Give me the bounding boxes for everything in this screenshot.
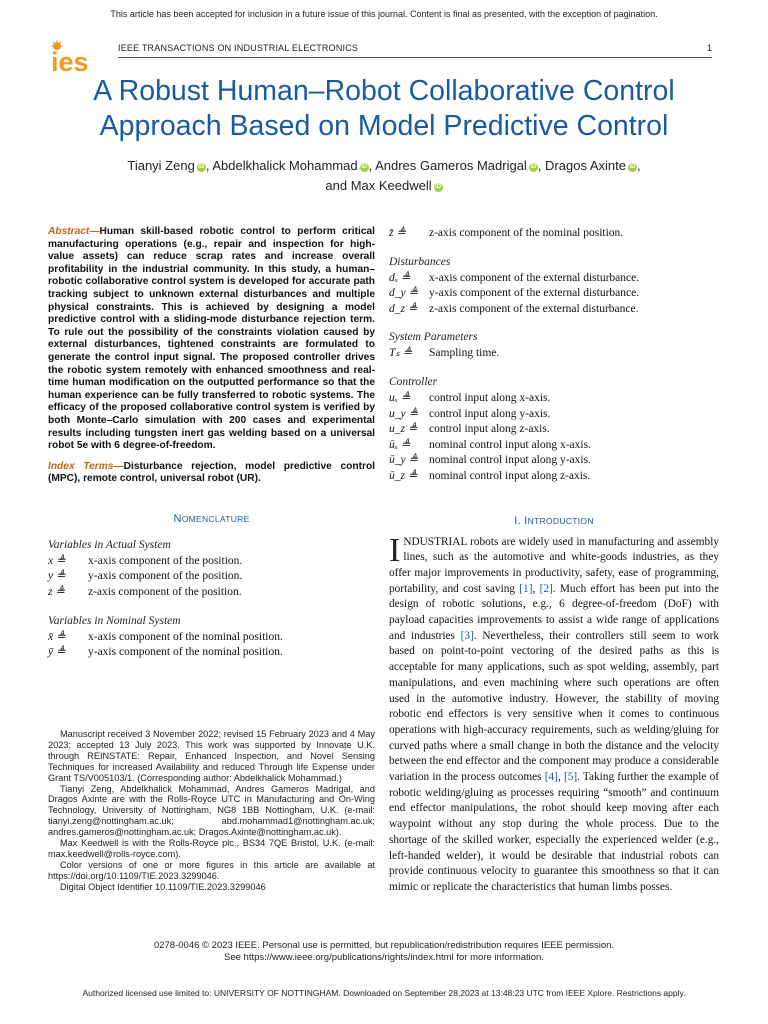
page-number: 1 (706, 43, 712, 53)
nomenclature-symbol: d_z ≜ (389, 302, 418, 315)
rights-line[interactable]: See https://www.ieee.org/publications/rights/index.html for more information. (224, 952, 544, 963)
copyright-footer (0, 940, 768, 964)
nomenclature-heading: NOMENCLATURE (173, 512, 250, 525)
nomenclature-entry (389, 469, 719, 485)
author-name[interactable]: Abdelkhalick Mohammad (212, 158, 358, 173)
nomenclature-entry (389, 346, 719, 362)
author-name[interactable]: Max Keedwell (350, 178, 432, 193)
nomenclature-entry (389, 271, 719, 287)
index-terms-label: Index Terms— (48, 460, 124, 472)
nomenclature-symbol: dₓ ≜ (389, 271, 411, 284)
nomenclature-definition: x-axis component of the external disturbance. (429, 271, 640, 284)
nomenclature-symbol: u_z ≜ (389, 423, 418, 436)
nomenclature-definition: control input along z-axis. (429, 423, 550, 436)
nomenclature-entry (48, 569, 375, 585)
nomenclature-definition: y-axis component of the nominal position. (88, 646, 283, 659)
nomenclature-definition: z-axis component of the external disturbance. (429, 302, 639, 315)
nomenclature-entry (48, 645, 375, 661)
introduction-text: INDUSTRIAL robots are widely used in manufacturing and assembly lines, such as the automotive and white-goods industries, as they offer major improvements in productivity, safety, ease of programming, portability, and cost saving [1], [2]. Much effort has been put into the design of robotic solutions, e.g., 6 degree-of-freedom (DoF) with payload capacities improvements to assist a wide range of applications and industries [3]. Nevertheless, their controllers still seem to work based on point-to-point vectoring of the desired paths as this is acceptable for many applications, such as spot welding, assembly, part manipulations, and even machining where such operations are often used in the automotive industry. However, the stability of moving robotic end effectors is very sensitive when it comes to continuous operations with high-accuracy requirements, such as welding/gluing for curved paths where a small change in both the distance and the velocity between the end effector and the component may produce a considerable variation in the process outcomes [4], [5]. Taking further the example of robotic welding/gluing as processes requiring “smooth” and continuum end effector manipulations, the robot should keep moving after each waypoint without any stop during the whole process. Due to the shortage of the skilled worker, especially the experienced welder (e.g., left-handed welder), it would be desirable that industrial robots can provide continuous velocity to guarantee this smoothness so that it can mimic or replicate the characteristics that human limbs posses. (389, 531, 719, 893)
manuscript-paragraph: Color versions of one or more figures in this article are available at https://doi.org/10.1109/TIE.2023.3299046. (48, 859, 375, 881)
manuscript-paragraph: Manuscript received 3 November 2022; revised 15 February 2023 and 4 May 2023; accepted 13 July 2023. This work was supported by Innovate U.K. through REINSTATE: Repair, Enhanced Inspection, and Novel Sensing Techniques for increased Availability and reduced Through life Expense under Grant TS/V005103/1. (Corresponding author: Abdelkhalick Mohammad.) (48, 729, 375, 783)
orcid-icon[interactable]: iD (361, 164, 368, 170)
nomenclature-symbol: ūₓ ≜ (389, 438, 411, 451)
author-list: Tianyi Zeng iD , Abdelkhalick Mohammad iD , Andres Gameros Madrigal iD , Dragos Axinte iD , and Max Keedwell iD (127, 158, 641, 193)
header-rule (118, 57, 712, 58)
manuscript-paragraph: Tianyi Zeng, Abdelkhalick Mohammad, Andres Gameros Madrigal, and Dragos Axinte are with the Rolls-Royce UTC in Manufacturing and On-Wing Technology, University of Nottingham, NG8 1BB Nottingham, U.K. (e-mail: tianyi.zeng@nottingham.ac.uk; abd.mohammad1@nottingham.ac.uk; andres.gameros@nottingham.ac.uk; Dragos.Axinte@nottingham.ac.uk). (48, 783, 375, 838)
nomenclature-symbol: uₓ ≜ (389, 391, 411, 404)
nomenclature-entry (389, 453, 719, 469)
citation-link[interactable]: [1] (519, 582, 533, 595)
authors-and: and (325, 178, 348, 193)
nomenclature-symbol: y ≜ (48, 570, 66, 583)
author-name[interactable]: Dragos Axinte (545, 158, 626, 173)
nomenclature-definition: x-axis component of the nominal position. (88, 630, 283, 643)
nomenclature-entry (389, 286, 719, 302)
nomenclature-definition: nominal control input along z-axis. (429, 469, 591, 482)
left-column (48, 226, 375, 661)
index-terms-text: Disturbance rejection, model predictive control (MPC), remote control, universal robot (UR). (48, 460, 376, 485)
nomenclature-entry (48, 585, 375, 601)
citation-link[interactable]: [5] (563, 771, 578, 784)
nomenclature-definition: nominal control input along x-axis. (429, 438, 591, 451)
nomenclature-definition: nominal control input along y-axis. (429, 454, 591, 467)
nomenclature-subheading: Variables in Nominal System (48, 614, 181, 627)
index-terms (48, 461, 375, 486)
nomenclature-definition: Sampling time. (429, 347, 500, 360)
acceptance-note: This article has been accepted for inclusion in a future issue of this journal. Content is final as presented, with the exception of pagination. (110, 9, 658, 19)
nomenclature-symbol: ū_y ≜ (389, 454, 419, 467)
copyright-line: 0278-0046 © 2023 IEEE. Personal use is permitted, but republication/redistribution requires IEEE permission. (153, 940, 615, 951)
manuscript-notes (48, 729, 375, 893)
manuscript-paragraph: Max Keedwell is with the Rolls-Royce plc., BS34 7QE Bristol, U.K. (e-mail: max.keedwell@rolls-royce.com). (48, 838, 375, 859)
introduction-heading: I. INTRODUCTION (514, 514, 594, 527)
manuscript-paragraph: Digital Object Identifier 10.1109/TIE.2023.3299046 (60, 881, 266, 892)
nomenclature-entry (389, 438, 719, 454)
title-line-2: Approach Based on Model Predictive Control (99, 110, 669, 142)
orcid-icon[interactable]: iD (530, 164, 537, 170)
nomenclature-subheading: Controller (389, 375, 438, 388)
nomenclature-symbol: Tₛ ≜ (389, 347, 413, 360)
abstract (48, 226, 375, 453)
citation-link[interactable]: [2] (539, 582, 553, 595)
nomenclature-subheading: Disturbances (389, 255, 451, 268)
nomenclature-definition: y-axis component of the position. (88, 570, 243, 583)
title-line-1: A Robust Human–Robot Collaborative Control (93, 75, 675, 107)
nomenclature-entry (48, 630, 375, 646)
nomenclature-definition: control input along x-axis. (429, 391, 551, 404)
nomenclature-symbol: u_y ≜ (389, 407, 419, 420)
author-name[interactable]: Andres Gameros Madrigal (375, 158, 527, 173)
nomenclature-symbol: ū_z ≜ (389, 469, 418, 482)
nomenclature-definition: x-axis component of the position. (88, 554, 243, 567)
nomenclature-right (389, 226, 719, 485)
nomenclature-subheading: System Parameters (389, 331, 478, 344)
citation-link[interactable]: [4] (544, 771, 558, 784)
drop-cap: I (389, 531, 401, 569)
nomenclature-symbol: z̄ ≜ (389, 227, 406, 239)
orcid-icon[interactable]: iD (629, 164, 636, 170)
nomenclature-definition: control input along y-axis. (429, 407, 551, 420)
nomenclature-entry (389, 302, 719, 318)
author-name[interactable]: Tianyi Zeng (127, 158, 195, 173)
nomenclature-definition: z-axis component of the position. (88, 586, 242, 599)
right-column (389, 226, 719, 896)
citation-link[interactable]: [3] (460, 629, 474, 642)
orcid-icon[interactable]: iD (198, 164, 205, 170)
nomenclature-entry (389, 407, 719, 423)
nomenclature-symbol: ȳ ≜ (48, 646, 66, 659)
nomenclature-left (48, 539, 375, 661)
svg-text:ies: ies (51, 47, 89, 74)
nomenclature-entry (48, 554, 375, 570)
paper-title (30, 74, 738, 144)
ies-logo-icon (48, 40, 108, 74)
nomenclature-definition: z-axis component of the nominal position. (429, 227, 624, 239)
orcid-icon[interactable]: iD (435, 184, 442, 190)
journal-name: IEEE TRANSACTIONS ON INDUSTRIAL ELECTRONICS (118, 43, 359, 53)
nomenclature-entry (389, 226, 719, 242)
nomenclature-symbol: x ≜ (48, 554, 66, 567)
nomenclature-definition: y-axis component of the external disturbance. (429, 287, 640, 300)
nomenclature-entry (389, 422, 719, 438)
license-note: Authorized licensed use limited to: UNIVERSITY OF NOTTINGHAM. Downloaded on September 28,2023 at 13:48:23 UTC from IEEE Xplore. Restrictions apply. (82, 988, 686, 998)
nomenclature-subheading: Variables in Actual System (48, 538, 171, 551)
nomenclature-entry (389, 391, 719, 407)
nomenclature-symbol: d_y ≜ (389, 287, 419, 300)
abstract-text: Human skill-based robotic control to perform critical manufacturing operations (e.g., repair and inspection for high-value assets) can reduce scrap rates and increase overall profitability in the industrial community. In this study, a human–robotic collaborative control system is developed for accurate path tracking subject to unknown external disturbances and multiple physical constraints. This is achieved by designing a model predictive control with a sliding-mode disturbance rejection term. To rule out the possibility of the constraints violation caused by external disturbances, tightened constraints are formulated to generate the control input signal. The proposed controller drives the robotic system remotely with enhanced smoothness and real-time human modification on the outputted performance so that the human experience can be fully transferred to robotic systems. The efficacy of the proposed collaborative control system is verified by both Monte–Carlo simulation with 200 cases and experimental results including tungsten inert gas welding based on a universal robot 5e with 6 degree-of-freedom. (48, 226, 375, 452)
nomenclature-symbol: z ≜ (48, 586, 65, 599)
nomenclature-symbol: x̄ ≜ (48, 630, 66, 643)
abstract-label: Abstract— (48, 226, 100, 237)
